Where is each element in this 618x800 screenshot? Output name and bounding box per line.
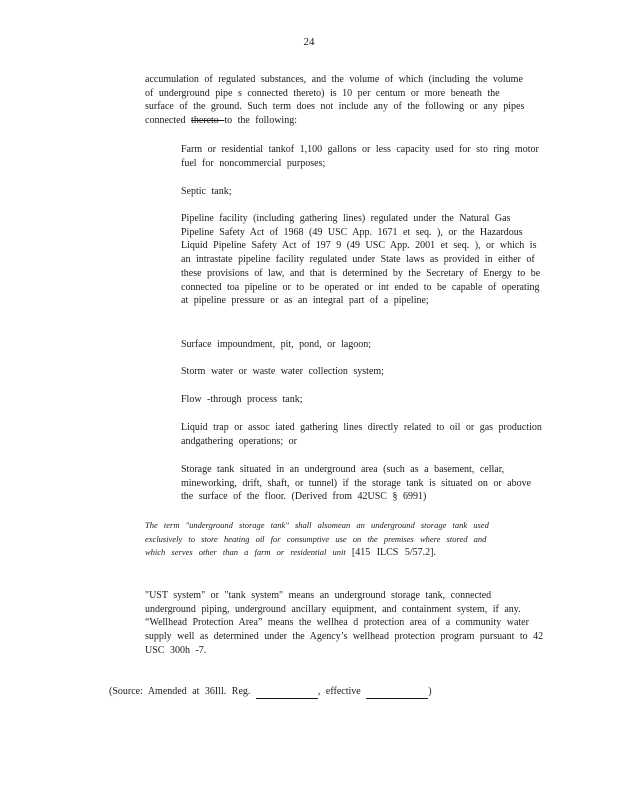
intro-text: accumulation of regulated substances, and the volume of which (including the volume of underground pipe s connected thereto) is 10 per centum or more beneath the surface of the ground. Such term does not include any of the following or any pipes connected bbox=[145, 74, 525, 127]
page-number: 24 bbox=[303, 36, 315, 48]
source-note bbox=[109, 685, 509, 699]
exclusion-item bbox=[181, 393, 543, 407]
source-middle: , effective bbox=[317, 686, 361, 697]
source-prefix: (Source: Amended at 36Ill. Reg. bbox=[109, 686, 251, 697]
exclusion-item bbox=[181, 143, 543, 170]
definition-wellhead-protection-area: “Wellhead Protection Area” means the wellhea d protection area of a community water supply well as determined under the Agency’s wellhead protection program pursuant to 42 USC 300h -7. bbox=[145, 617, 544, 656]
exclusion-item bbox=[181, 185, 543, 199]
exclusion-item bbox=[181, 463, 543, 504]
italic-statutory-note bbox=[145, 519, 505, 560]
statute-citation: [415 ILCS 5/57.2]. bbox=[351, 547, 436, 558]
exclusion-item-text: Liquid trap or assoc iated gathering lines directly related to oil or gas production andgathering operations; or bbox=[181, 422, 542, 447]
source-suffix: ) bbox=[428, 686, 432, 697]
struck-text: thereto bbox=[191, 115, 225, 127]
exclusion-item bbox=[181, 365, 543, 379]
exclusion-item bbox=[181, 421, 543, 448]
exclusion-item-text: Storm water or waste water collection system; bbox=[181, 366, 384, 377]
exclusion-item-text: Septic tank; bbox=[181, 186, 232, 197]
exclusion-item bbox=[181, 212, 543, 308]
exclusion-item-text: Storage tank situated in an underground area (such as a basement, cellar, mineworking, drift, shaft, or tunnel) if the storage tank is situated on or above the surface of the floor. (Derived from 42USC § 6991) bbox=[181, 464, 532, 503]
definition-ust-system: "UST system" or "tank system" means an underground storage tank, connected underground piping, underground ancillary equipment, and containment system, if any. bbox=[145, 590, 521, 615]
exclusion-item-text: Farm or residential tankof 1,100 gallons or less capacity used for sto ring motor fuel for noncommercial purposes; bbox=[181, 144, 539, 169]
intro-tail-text: to the following: bbox=[224, 115, 297, 127]
definitions-block bbox=[145, 589, 545, 658]
exclusion-item-text: Surface impoundment, pit, pond, or lagoon; bbox=[181, 339, 371, 350]
effective-date-blank-line bbox=[366, 687, 428, 699]
definition-intro bbox=[145, 73, 525, 128]
exclusion-item-text: Pipeline facility (including gathering lines) regulated under the Natural Gas Pipeline Safety Act of 1968 (49 USC App. 1671 et seq. ), or the Hazardous Liquid Pipeline Safety Act of 197 9 (49 USC App. 2001 et seq. ), or which is an intrastate pipeline facility regulated under State laws as provided in either of these provisions of law, and that is determined by the Secretary of Energy to be connected toa pipeline or to be operated or int ended to be capable of operating at pipeline pressure or as an integral part of a pipeline; bbox=[181, 213, 541, 307]
exclusion-item-text: Flow -through process tank; bbox=[181, 394, 303, 405]
register-blank-line bbox=[256, 687, 318, 699]
exclusion-item bbox=[181, 338, 543, 352]
italic-note-text: The term "underground storage tank" shall alsomean an underground storage tank used exclusively to store heating oil for consumptive use on the premises where stored and which serves other than a farm or residential unit bbox=[145, 520, 489, 557]
